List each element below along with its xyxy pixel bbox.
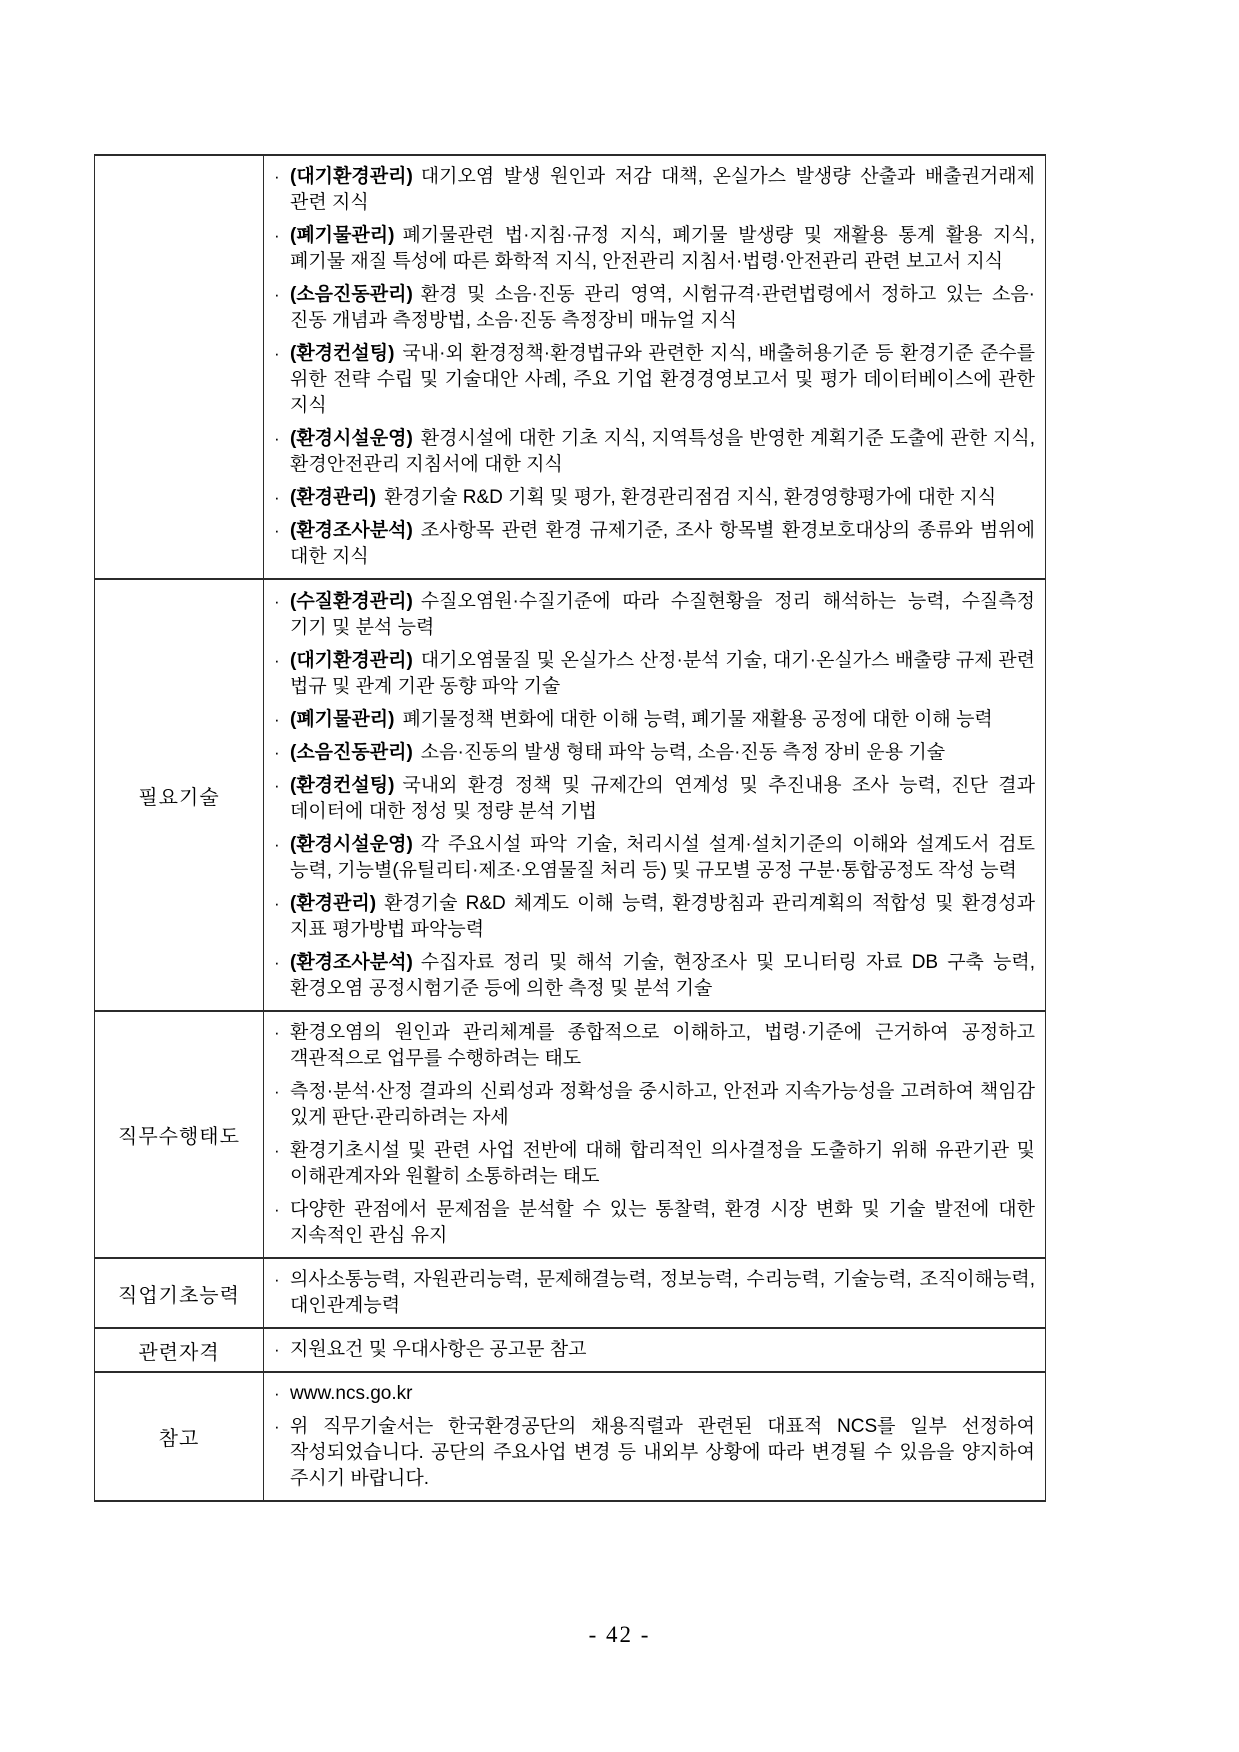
bullet-dot-icon: ·: [274, 1141, 280, 1160]
row-label: 참고: [95, 1372, 264, 1501]
item-category-tag: (환경관리): [290, 487, 377, 508]
bullet-dot-icon: ·: [274, 709, 280, 729]
bullet-dot-icon: ·: [274, 591, 280, 611]
item-category-tag: (환경조사분석): [290, 520, 413, 541]
item-text: 각 주요시설 파악 기술, 처리시설 설계·설치기준의 이해와 설계도서 검토 능력, 기능별(유틸리티·제조·오염물질 처리 등) 및 규모별 공정 구분·통합공정도 작성 능력: [290, 833, 1035, 881]
bullet-dot-icon: ·: [274, 952, 280, 972]
item-text: 환경기초시설 및 관련 사업 전반에 대해 합리적인 의사결정을 도출하기 위해 유관기관 및 이해관계자와 원활히 소통하려는 태도: [290, 1140, 1035, 1187]
table-row: [95, 1372, 1046, 1501]
list-item: [270, 1337, 1035, 1363]
item-category-tag: (대기환경관리): [290, 166, 413, 187]
bullet-dot-icon: ·: [274, 429, 280, 448]
bullet-dot-icon: ·: [274, 1200, 280, 1219]
item-text: 위 직무기술서는 한국환경공단의 채용직렬과 관련된 대표적 NCS를 일부 선정하여 작성되었습니다. 공단의 주요사업 변경 등 내외부 상황에 따라 변경될 수 있음을 양지하여 주시기 바랍니다.: [290, 1416, 1035, 1489]
row-label: [95, 155, 264, 579]
bullet-list: [270, 1381, 1035, 1492]
row-label: 필요기술: [95, 579, 264, 1011]
bullet-dot-icon: ·: [274, 167, 280, 186]
list-item: [270, 589, 1035, 641]
list-item: [270, 518, 1035, 570]
bullet-dot-icon: ·: [274, 1340, 280, 1359]
table-row: [95, 1011, 1046, 1258]
item-text: 환경시설에 대한 기초 지식, 지역특성을 반영한 계획기준 도출에 관한 지식, 환경안전관리 지침서에 대한 지식: [290, 428, 1035, 475]
row-label: 직업기초능력: [95, 1258, 264, 1328]
table-row: [95, 1258, 1046, 1328]
item-text: 국내외 환경 정책 및 규제간의 연계성 및 추진내용 조사 능력, 진단 결과 데이터에 대한 정성 및 정량 분석 기법: [290, 774, 1035, 822]
page-number: - 42 -: [588, 1622, 651, 1647]
bullet-list: [270, 1020, 1035, 1249]
job-table-body: [95, 155, 1046, 1501]
bullet-list: [270, 589, 1035, 1002]
bullet-list: [270, 1337, 1035, 1363]
bullet-dot-icon: ·: [274, 1023, 280, 1042]
list-item: [270, 223, 1035, 275]
item-text: 대기오염 발생 원인과 저감 대책, 온실가스 발생량 산출과 배출권거래제 관련 지식: [290, 166, 1035, 213]
bullet-dot-icon: ·: [274, 344, 280, 363]
row-label: 관련자격: [95, 1328, 264, 1372]
list-item: [270, 1020, 1035, 1072]
item-text: 수질오염원·수질기준에 따라 수질현황을 정리 해석하는 능력, 수질측정 기기 및 분석 능력: [290, 590, 1035, 638]
bullet-dot-icon: ·: [274, 285, 280, 304]
item-category-tag: (소음진동관리): [290, 741, 413, 763]
row-label: 직무수행태도: [95, 1011, 264, 1258]
list-item: [270, 832, 1035, 884]
list-item: [270, 950, 1035, 1002]
bullet-list: [270, 164, 1035, 570]
list-item: [270, 426, 1035, 478]
table-row: [95, 579, 1046, 1011]
bullet-dot-icon: ·: [274, 1384, 280, 1403]
bullet-dot-icon: ·: [274, 521, 280, 540]
list-item: [270, 1197, 1035, 1249]
item-category-tag: (환경컨설팅): [290, 343, 395, 364]
item-text: 의사소통능력, 자원관리능력, 문제해결능력, 정보능력, 수리능력, 기술능력, 조직이해능력, 대인관계능력: [290, 1269, 1035, 1316]
list-item: [270, 1381, 1035, 1407]
item-category-tag: (대기환경관리): [290, 649, 413, 671]
item-category-tag: (폐기물관리): [290, 225, 395, 246]
bullet-dot-icon: ·: [274, 1082, 280, 1101]
bullet-dot-icon: ·: [274, 488, 280, 507]
bullet-dot-icon: ·: [274, 226, 280, 245]
list-item: [270, 1079, 1035, 1131]
bullet-dot-icon: ·: [274, 742, 280, 762]
row-content: [264, 155, 1046, 579]
row-content: [264, 579, 1046, 1011]
bullet-dot-icon: ·: [274, 650, 280, 670]
row-content: [264, 1258, 1046, 1328]
item-text: 환경오염의 원인과 관리체계를 종합적으로 이해하고, 법령·기준에 근거하여 공정하고 객관적으로 업무를 수행하려는 태도: [290, 1022, 1035, 1069]
list-item: [270, 891, 1035, 943]
item-category-tag: (환경컨설팅): [290, 774, 395, 796]
list-item: [270, 740, 1035, 766]
bullet-dot-icon: ·: [274, 1270, 280, 1289]
item-category-tag: (환경시설운영): [290, 833, 413, 855]
item-category-tag: (환경관리): [290, 892, 377, 914]
item-text: 국내·외 환경정책·환경법규와 관련한 지식, 배출허용기준 등 환경기준 준수를 위한 전략 수립 및 기술대안 사례, 주요 기업 환경경영보고서 및 평가 데이터베이스에 관한 지식: [290, 343, 1035, 416]
bullet-dot-icon: ·: [274, 1417, 280, 1436]
list-item: [270, 773, 1035, 825]
item-category-tag: (환경시설운영): [290, 428, 413, 449]
list-item: [270, 1267, 1035, 1319]
bullet-dot-icon: ·: [274, 834, 280, 854]
list-item: [270, 707, 1035, 733]
row-content: [264, 1328, 1046, 1372]
item-text: 소음·진동의 발생 형태 파악 능력, 소음·진동 측정 장비 운용 기술: [420, 741, 946, 763]
list-item: [270, 648, 1035, 700]
item-text: 대기오염물질 및 온실가스 산정·분석 기술, 대기·온실가스 배출량 규제 관련 법규 및 관계 기관 동향 파악 기술: [290, 649, 1035, 697]
item-text: 다양한 관점에서 문제점을 분석할 수 있는 통찰력, 환경 시장 변화 및 기술 발전에 대한 지속적인 관심 유지: [290, 1199, 1035, 1246]
list-item: [270, 164, 1035, 216]
item-text: 환경기술 R&D 체계도 이해 능력, 환경방침과 관리계획의 적합성 및 환경성과 지표 평가방법 파악능력: [290, 892, 1035, 940]
item-text: 지원요건 및 우대사항은 공고문 참고: [290, 1339, 587, 1360]
row-content: [264, 1372, 1046, 1501]
item-text: 수집자료 정리 및 해석 기술, 현장조사 및 모니터링 자료 DB 구축 능력, 환경오염 공정시험기준 등에 의한 측정 및 분석 기술: [290, 951, 1035, 999]
item-text: 환경 및 소음·진동 관리 영역, 시험규격·관련법령에서 정하고 있는 소음·진동 개념과 측정방법, 소음·진동 측정장비 매뉴얼 지식: [290, 284, 1035, 331]
item-text: www.ncs.go.kr: [290, 1383, 413, 1404]
item-text: 폐기물관련 법·지침·규정 지식, 폐기물 발생량 및 재활용 통계 활용 지식, 폐기물 재질 특성에 따른 화학적 지식, 안전관리 지침서·법령·안전관리 관련 보고서 지식: [290, 225, 1035, 272]
list-item: [270, 1414, 1035, 1492]
list-item: [270, 485, 1035, 511]
row-content: [264, 1011, 1046, 1258]
table-row: [95, 155, 1046, 579]
list-item: [270, 282, 1035, 334]
item-text: 폐기물정책 변화에 대한 이해 능력, 폐기물 재활용 공정에 대한 이해 능력: [402, 708, 993, 730]
item-category-tag: (폐기물관리): [290, 708, 395, 730]
bullet-list: [270, 1267, 1035, 1319]
list-item: [270, 1138, 1035, 1190]
item-category-tag: (수질환경관리): [290, 590, 413, 612]
table-row: [95, 1328, 1046, 1372]
job-description-table: [94, 154, 1046, 1502]
item-text: 환경기술 R&D 기획 및 평가, 환경관리점검 지식, 환경영향평가에 대한 지식: [384, 487, 997, 508]
list-item: [270, 341, 1035, 419]
bullet-dot-icon: ·: [274, 893, 280, 913]
item-text: 조사항목 관련 환경 규제기준, 조사 항목별 환경보호대상의 종류와 범위에 대한 지식: [290, 520, 1035, 567]
item-category-tag: (환경조사분석): [290, 951, 413, 973]
item-text: 측정·분석·산정 결과의 신뢰성과 정확성을 중시하고, 안전과 지속가능성을 고려하여 책임감 있게 판단·관리하려는 자세: [290, 1081, 1035, 1128]
item-category-tag: (소음진동관리): [290, 284, 413, 305]
bullet-dot-icon: ·: [274, 775, 280, 795]
